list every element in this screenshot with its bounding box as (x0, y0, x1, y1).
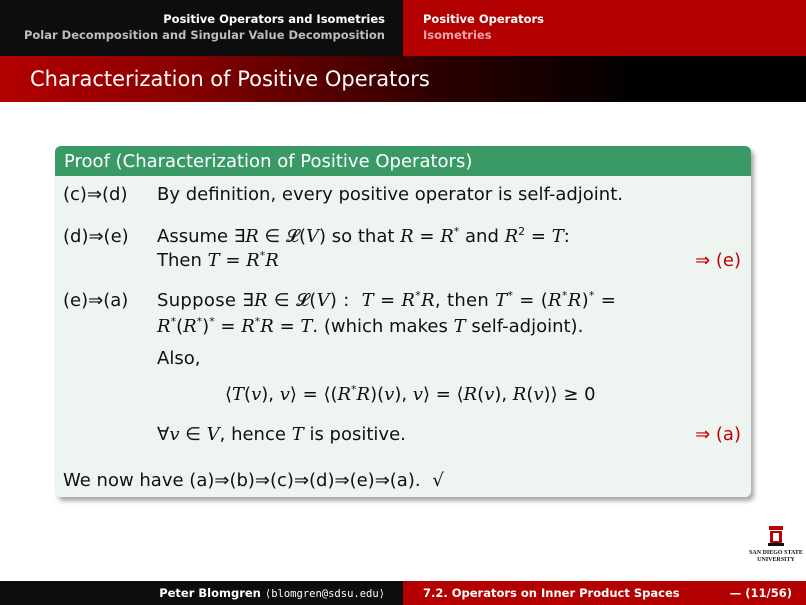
step-ea-implication: ⇒ (a) (695, 424, 741, 445)
checkmark-icon: √ (432, 470, 444, 491)
footer-page-number: — (11/56) (729, 586, 792, 600)
frame-title: Characterization of Positive Operators (0, 56, 806, 102)
nav-subsection-isometries[interactable]: Isometries (423, 28, 492, 42)
step-cd-text: By definition, every positive operator is self-adjoint. (157, 184, 623, 205)
footer-author-area (0, 581, 403, 605)
step-ea-self-adjoint: self-adjoint). (471, 316, 584, 337)
footer-section[interactable]: 7.2. Operators on Inner Product Spaces (423, 586, 680, 600)
step-de-line2: Then T = R*R (157, 249, 279, 271)
nav-section-polar-decomposition[interactable]: Polar Decomposition and Singular Value Decomposition (23, 28, 385, 42)
step-de-assume: Assume (157, 226, 229, 247)
step-de-implication: ⇒ (e) (695, 250, 741, 271)
nav-subsections (403, 0, 806, 56)
step-ea-line1: Suppose ∃R ∈ 𝓛(V) : T = R*R, then T* = (R*R)* = (157, 289, 617, 311)
step-ea-paren: (which makes (323, 316, 448, 337)
proof-block-title: Proof (Characterization of Positive Operators) (55, 146, 751, 176)
step-ea-label: (e)⇒(a) (63, 290, 129, 311)
conclusion-line (63, 470, 444, 491)
nav-subsection-positive-operators[interactable]: Positive Operators (423, 12, 545, 26)
logo-line2: UNIVERSITY (757, 557, 795, 563)
sdsu-shield-icon (767, 526, 785, 546)
step-de-label: (d)⇒(e) (63, 226, 129, 247)
step-ea-also: Also, (157, 348, 201, 369)
nav-sections (0, 0, 403, 56)
proof-block-body (55, 176, 751, 497)
footer-email: ⟨blomgren@sdsu.edu⟩ (264, 588, 385, 600)
conclusion-text: We now have (a)⇒(b)⇒(c)⇒(d)⇒(e)⇒(a). (63, 470, 421, 491)
step-de-line1: Assume ∃R ∈ 𝓛(V) so that R = R* and $R^2 = T$: (157, 225, 570, 247)
step-ea-equation: ⟨T(v), v⟩ = ⟨(R*R)(v), v⟩ = ⟨R(v), R(v)⟩ ≥ 0 (225, 383, 596, 405)
footer-author: Peter Blomgren (159, 586, 261, 600)
step-de-then: Then (157, 250, 202, 271)
sdsu-logo (748, 526, 804, 566)
step-ea-then: then (446, 290, 490, 311)
nav-section-positive-operators[interactable]: Positive Operators and Isometries (163, 12, 385, 26)
step-ea-suppose: Suppose (157, 290, 237, 311)
step-ea-line-final: ∀v ∈ V, hence T is positive. (157, 424, 406, 445)
footer-section-area (403, 581, 806, 605)
step-ea-is-positive: is positive. (309, 424, 406, 445)
step-ea-hence: hence (231, 424, 286, 445)
top-nav (0, 0, 806, 56)
logo-line1: SAN DIEGO STATE (749, 550, 803, 556)
step-cd-label: (c)⇒(d) (63, 184, 128, 205)
step-ea-line2: R*(R*)* = R*R = T. (which makes T self-adjoint). (157, 315, 584, 337)
footer (0, 581, 806, 605)
proof-block (55, 146, 751, 497)
